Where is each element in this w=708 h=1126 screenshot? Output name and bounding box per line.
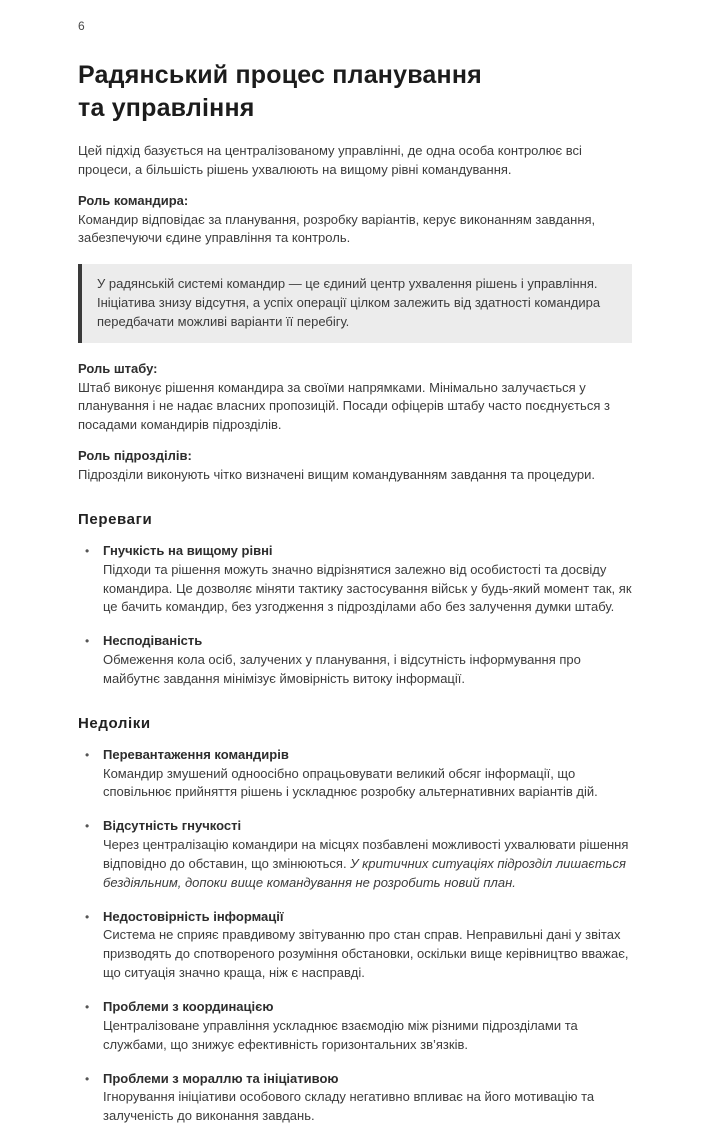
item-title: Гнучкість на вищому рівні bbox=[103, 542, 273, 558]
callout-text: У радянській системі командир — це єдиний центр ухвалення рішень і управління. Ініціатива знизу відсутня, а успіх операції цілком залежить від здатності командира передбачати можливі варіанти її перебігу. bbox=[97, 276, 601, 329]
list-item bbox=[78, 908, 632, 983]
role-commander-text: Командир відповідає за планування, розробку варіантів, керує виконанням завдання, забезпечуючи єдине управління та контроль. bbox=[78, 211, 596, 246]
list-item-content bbox=[103, 746, 632, 803]
item-text: Командир змушений одноосібно опрацьовувати великий обсяг інформації, що сповільнює прийняття рішень і ускладнює розробку альтернативних варіантів дій. bbox=[103, 765, 598, 800]
list-item bbox=[78, 817, 632, 892]
list-item-content bbox=[103, 817, 632, 892]
disadvantages-heading: Недоліки bbox=[78, 714, 151, 732]
item-text: Підходи та рішення можуть значно відрізнятися залежно від особистості та досвіду командира. Це дозволяє міняти тактику застосування військ у будь-який момент так, як це бачить командир, без узгодження з підрозділами або без залучення думки штабу. bbox=[103, 561, 632, 615]
item-text-normal: Через централізацію командири на місцях позбавлені можливості ухвалювати рішення відповідно до обставин, що змінюються. bbox=[103, 837, 629, 871]
bullet-marker: • bbox=[85, 634, 90, 649]
bullet-marker: • bbox=[85, 1071, 90, 1086]
bullet-marker: • bbox=[85, 909, 90, 924]
item-text: Система не сприяє правдивому звітуванню про стан справ. Неправильні дані у звітах призводять до спотвореного розуміння обстановки, оскільки вище керівництво вважає, що ситуація значно краща, ніж є насправді. bbox=[103, 927, 629, 981]
item-text-italic: У критичних ситуаціях підрозділ лишається бездіяльним, допоки вище командування не розробить новий план. bbox=[103, 855, 626, 890]
role-commander-label: Роль командира: bbox=[78, 192, 189, 208]
item-text: Централізоване управління ускладнює взаємодію між різними підрозділами та службами, що знижує ефективність горизонтальних зв’язків. bbox=[103, 1017, 578, 1052]
page-number: 6 bbox=[78, 19, 85, 33]
list-item-content bbox=[103, 542, 632, 617]
item-title: Несподіваність bbox=[103, 633, 203, 649]
page-title bbox=[78, 59, 632, 125]
item-title: Проблеми з мораллю та ініціативою bbox=[103, 1070, 339, 1086]
list-item bbox=[78, 746, 632, 803]
list-item-content bbox=[103, 1070, 632, 1126]
role-units-label: Роль підрозділів: bbox=[78, 448, 192, 464]
item-text bbox=[103, 836, 632, 893]
list-item-content bbox=[103, 998, 632, 1055]
item-text: Обмеження кола осіб, залучених у планування, і відсутність інформування про майбутнє завдання мінімізує ймовірність витоку інформації. bbox=[103, 652, 581, 686]
bullet-marker: • bbox=[85, 1000, 90, 1014]
item-title: Недостовірність інформації bbox=[103, 908, 284, 924]
item-title: Проблеми з координацією bbox=[103, 999, 274, 1014]
intro-paragraph: Цей підхід базується на централізованому управлінні, де одна особа контролює всі процеси, а більшість рішень ухвалюють на вищому рівні командування. bbox=[78, 143, 582, 177]
list-item bbox=[78, 632, 632, 689]
role-units-text: Підрозділи виконують чітко визначені вищим командуванням завдання та процедури. bbox=[78, 466, 595, 482]
list-item-content bbox=[103, 632, 632, 689]
page-title-line-1: Радянський процес планування bbox=[78, 61, 482, 89]
bullet-marker: • bbox=[85, 543, 90, 558]
callout-box bbox=[78, 264, 632, 343]
list-item-content bbox=[103, 908, 632, 983]
page-title-line-2: та управління bbox=[78, 94, 255, 122]
disadvantages-list bbox=[78, 746, 632, 1126]
list-item bbox=[78, 542, 632, 617]
role-staff-label: Роль штабу: bbox=[78, 360, 158, 376]
role-staff-text: Штаб виконує рішення командира за своїми напрямками. Мінімально залучається у планування і не надає власних пропозицій. Посади офіцерів штабу часто поєднується з посадами командирів підрозділів. bbox=[78, 379, 610, 433]
advantages-heading: Переваги bbox=[78, 510, 153, 528]
advantages-list bbox=[78, 542, 632, 689]
item-title: Відсутність гнучкості bbox=[103, 818, 242, 834]
item-text: Ігнорування ініціативи особового складу негативно впливає на його мотивацію та залученість до виконання завдань. bbox=[103, 1089, 595, 1124]
bullet-marker: • bbox=[85, 747, 90, 762]
item-title: Перевантаження командирів bbox=[103, 746, 289, 762]
list-item bbox=[78, 998, 632, 1055]
list-item bbox=[78, 1070, 632, 1126]
bullet-marker: • bbox=[85, 819, 90, 834]
